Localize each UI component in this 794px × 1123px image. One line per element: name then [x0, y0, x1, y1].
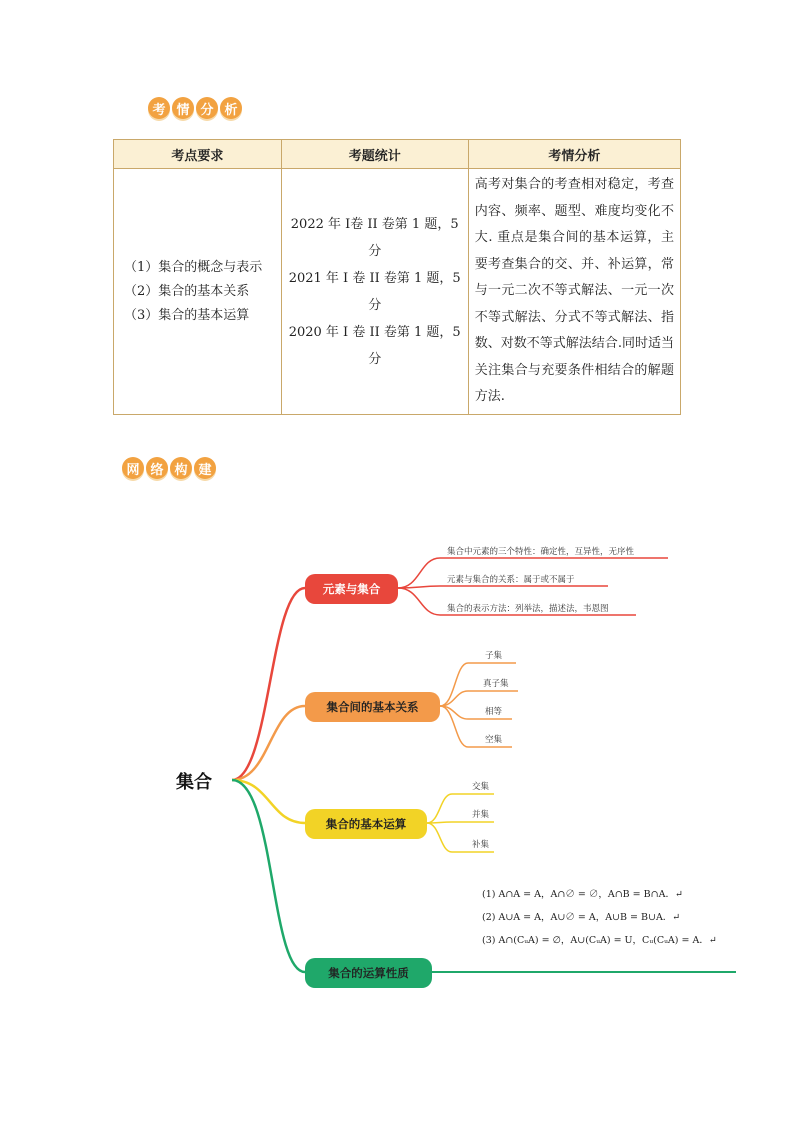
connector-properties — [232, 780, 305, 972]
formula-line: (3) A∩(CᵤA) = ∅，A∪(CᵤA) = U，Cᵤ(CᵤA) = A．↵ — [482, 935, 717, 946]
stat-item: 2022 年 Ⅰ卷 II 卷第 1 题，5 分 — [290, 216, 459, 259]
leaf-intersection: 交集 — [472, 782, 490, 792]
badge-char: 络 — [146, 457, 168, 479]
requirement-item: （3）集合的基本运算 — [124, 307, 250, 323]
header-analysis: 考情分析 — [468, 140, 680, 169]
mindmap-root: 集合 — [176, 772, 212, 793]
badge-char: 考 — [148, 97, 170, 119]
leaf-element-properties: 集合中元素的三个特性：确定性，互异性，无序性 — [447, 547, 635, 557]
leaf-union: 并集 — [472, 810, 490, 820]
analysis-cell: 高考对集合的考查相对稳定，考查内容、频率、题型、难度均变化不大. 重点是集合间的基本运算，主要考查集合的交、并、补运算，常与一元二次不等式解法、一元一次不等式解法、分式不等式解法、指数、对数不等式解法结合.同时适当关注集合与充要条件相结合的解题方法. — [468, 169, 680, 415]
leaf-equal: 相等 — [485, 707, 503, 717]
badge-char: 建 — [194, 457, 216, 479]
leaf-representation-methods: 集合的表示方法：列举法，描述法，韦恩图 — [447, 604, 609, 614]
branch-basic-relations: 集合间的基本关系 — [305, 692, 440, 722]
connector-operations-item — [427, 822, 494, 823]
badge-char: 分 — [196, 97, 218, 119]
header-statistics: 考题统计 — [281, 140, 468, 169]
badge-char: 析 — [220, 97, 242, 119]
header-requirements: 考点要求 — [114, 140, 282, 169]
requirement-item: （1）集合的概念与表示 — [124, 259, 263, 275]
connector-elements-item — [398, 586, 608, 588]
leaf-empty-set: 空集 — [485, 735, 503, 745]
leaf-proper-subset: 真子集 — [483, 679, 509, 689]
leaf-subset: 子集 — [485, 651, 503, 661]
leaf-complement: 补集 — [472, 840, 490, 850]
badge-char: 构 — [170, 457, 192, 479]
branch-elements-and-sets: 元素与集合 — [305, 574, 398, 604]
connector-elements — [232, 588, 305, 780]
requirement-item: （2）集合的基本关系 — [124, 283, 250, 299]
leaf-element-membership: 元素与集合的关系：属于或不属于 — [447, 575, 575, 585]
branch-operation-properties: 集合的运算性质 — [305, 958, 432, 988]
formula-line: (2) A∪A = A，A∪∅ = A，A∪B = B∪A．↵ — [482, 912, 681, 923]
stat-item: 2021 年 I 卷 II 卷第 1 题，5 分 — [288, 270, 461, 313]
stat-item: 2020 年 I 卷 II 卷第 1 题，5 分 — [288, 324, 461, 367]
connector-relations — [232, 706, 305, 780]
badge-char: 情 — [172, 97, 194, 119]
formula-line: (1) A∩A = A，A∩∅ = ∅，A∩B = B∩A．↵ — [482, 889, 683, 900]
badge-char: 网 — [122, 457, 144, 479]
branch-basic-operations: 集合的基本运算 — [305, 809, 427, 839]
